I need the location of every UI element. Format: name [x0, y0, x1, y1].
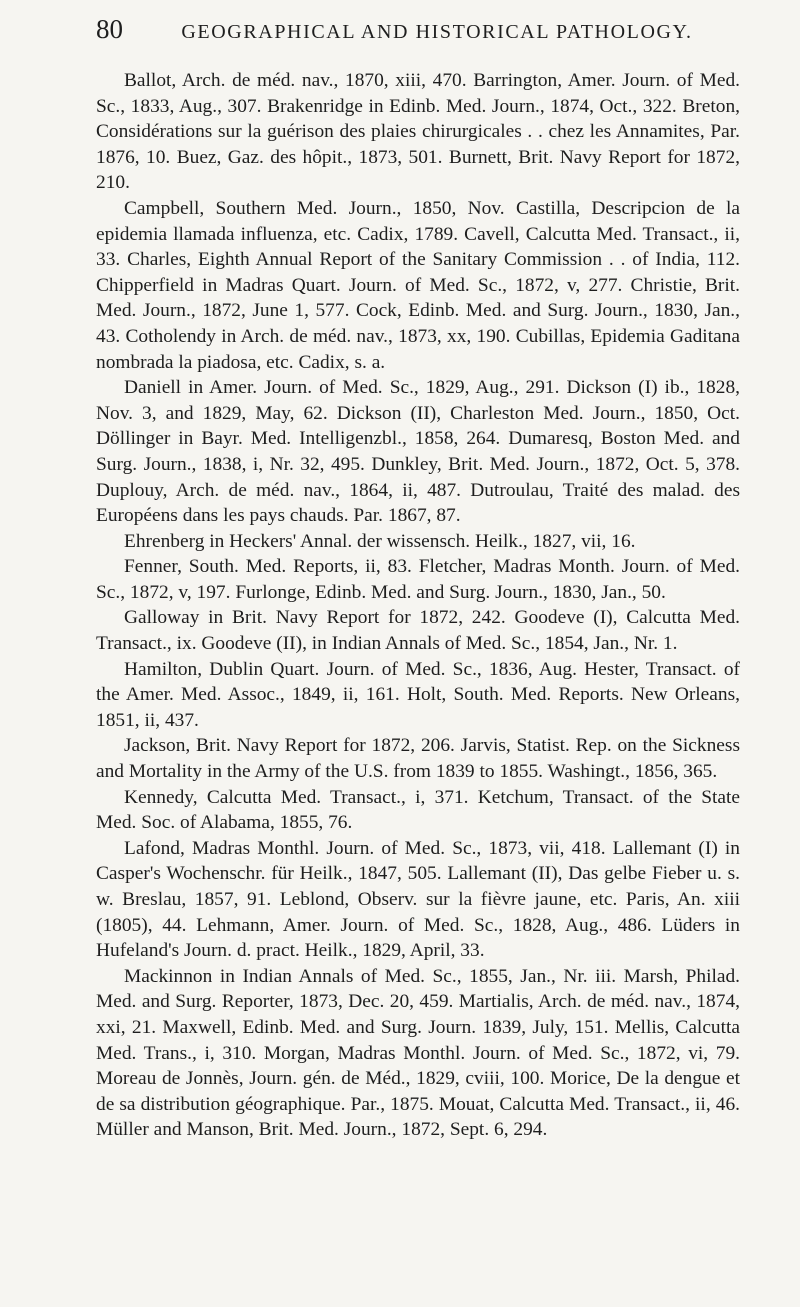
paragraph-f: Fenner, South. Med. Reports, ii, 83. Fletcher, Madras Month. Journ. of Med. Sc., 1872, v, 197. Furlonge, Edinb. Med. and Surg. Journ., 1830, Jan., 50. — [96, 556, 740, 603]
paragraph-j: Jackson, Brit. Navy Report for 1872, 206. Jarvis, Statist. Rep. on the Sickness and Mortality in the Army of the U.S. from 1839 to 1855. Washingt., 1856, 365. — [96, 735, 740, 783]
paragraph-b: Ballot, Arch. de méd. nav., 1870, xiii, 470. Barrington, Amer. Journ. of Med. Sc., 1833, Aug., 307. Brakenridge in Edinb. Med. Journ., 1874, Oct., 322. Breton, Considérations sur la guérison des plaies chirurgicales . . chez les Annamites, Par. 1876, 10. Buez, Gaz. des hôpit., 1873, 501. Burnett, Brit. Navy Report for 1872, 210. — [96, 70, 740, 194]
paragraph-m: Mackinnon in Indian Annals of Med. Sc., 1855, Jan., Nr. iii. Marsh, Philad. Med. and Surg. Reporter, 1873, Dec. 20, 459. Martialis, Arch. de méd. nav., 1874, xxi, 21. Maxwell, Edinb. Med. and Surg. Journ. 1839, July, 151. Mellis, Calcutta Med. Trans., i, 310. Morgan, Madras Monthl. Journ. of Med. Sc., 1872, vi, 79. Moreau de Jonnès, Journ. gén. de Méd., 1829, cviii, 100. Morice, De la dengue et de sa distribution géographique. Par., 1875. Mouat, Calcutta Med. Transact., ii, 46. Müller and Manson, Brit. Med. Journ., 1872, Sept. 6, 294. — [96, 965, 740, 1141]
paragraph-k: Kennedy, Calcutta Med. Transact., i, 371. Ketchum, Transact. of the State Med. Soc. of Alabama, 1855, 76. — [96, 786, 740, 834]
paragraph-g: Galloway in Brit. Navy Report for 1872, 242. Goodeve (I), Calcutta Med. Transact., ix. Goodeve (II), in Indian Annals of Med. Sc., 1854, Jan., Nr. 1. — [96, 607, 740, 655]
bibliography-text — [96, 68, 740, 1143]
paragraph-l: Lafond, Madras Monthl. Journ. of Med. Sc., 1873, vii, 418. Lallemant (I) in Casper's Wochenschr. für Heilk., 1847, 505. Lallemant (II), Das gelbe Fieber u. s. w. Breslau, 1857, 91. Leblond, Observ. sur la fièvre jaune, etc. Paris, An. xiii (1805), 44. Lehmann, Amer. Journ. of Med. Sc., 1828, Aug., 486. Lüders in Hufeland's Journ. d. pract. Heilk., 1829, April, 33. — [96, 837, 740, 962]
page-header — [96, 14, 740, 54]
page-number: 80 — [96, 14, 123, 44]
paragraph-d: Daniell in Amer. Journ. of Med. Sc., 1829, Aug., 291. Dickson (I) ib., 1828, Nov. 3, and 1829, May, 62. Dickson (II), Charleston Med. Journ., 1850, Oct. Döllinger in Bayr. Med. Intelligenzbl., 1858, 264. Dumaresq, Boston Med. and Surg. Journ., 1838, i, Nr. 32, 495. Dunkley, Brit. Med. Journ., 1872, Oct. 5, 378. Duplouy, Arch. de méd. nav., 1864, ii, 487. Dutroulau, Traité des malad. des Européens dans les pays chauds. Par. 1867, 87. — [96, 377, 740, 527]
paragraph-c: Campbell, Southern Med. Journ., 1850, Nov. Castilla, Descripcion de la epidemia llamada influenza, etc. Cadix, 1789. Cavell, Calcutta Med. Transact., ii, 33. Charles, Eighth Annual Report of the Sanitary Commission . . of India, 112. Chipperfield in Madras Quart. Journ. of Med. Sc., 1872, v, 277. Christie, Brit. Med. Journ., 1872, June 1, 577. Cock, Edinb. Med. and Surg. Journ., 1830, Jan., 43. Cotholendy in Arch. de méd. nav., 1873, xx, 190. Cubillas, Epidemia Gaditana nombrada la piadosa, etc. Cadix, s. a. — [96, 197, 740, 373]
running-title: GEOGRAPHICAL AND HISTORICAL PATHOLOGY. — [181, 21, 693, 43]
paragraph-e: Ehrenberg in Heckers' Annal. der wissensch. Heilk., 1827, vii, 16. — [124, 530, 636, 552]
paragraph-h: Hamilton, Dublin Quart. Journ. of Med. Sc., 1836, Aug. Hester, Transact. of the Amer. Med. Assoc., 1849, ii, 161. Holt, South. Med. Reports. New Orleans, 1851, ii, 437. — [96, 658, 740, 731]
